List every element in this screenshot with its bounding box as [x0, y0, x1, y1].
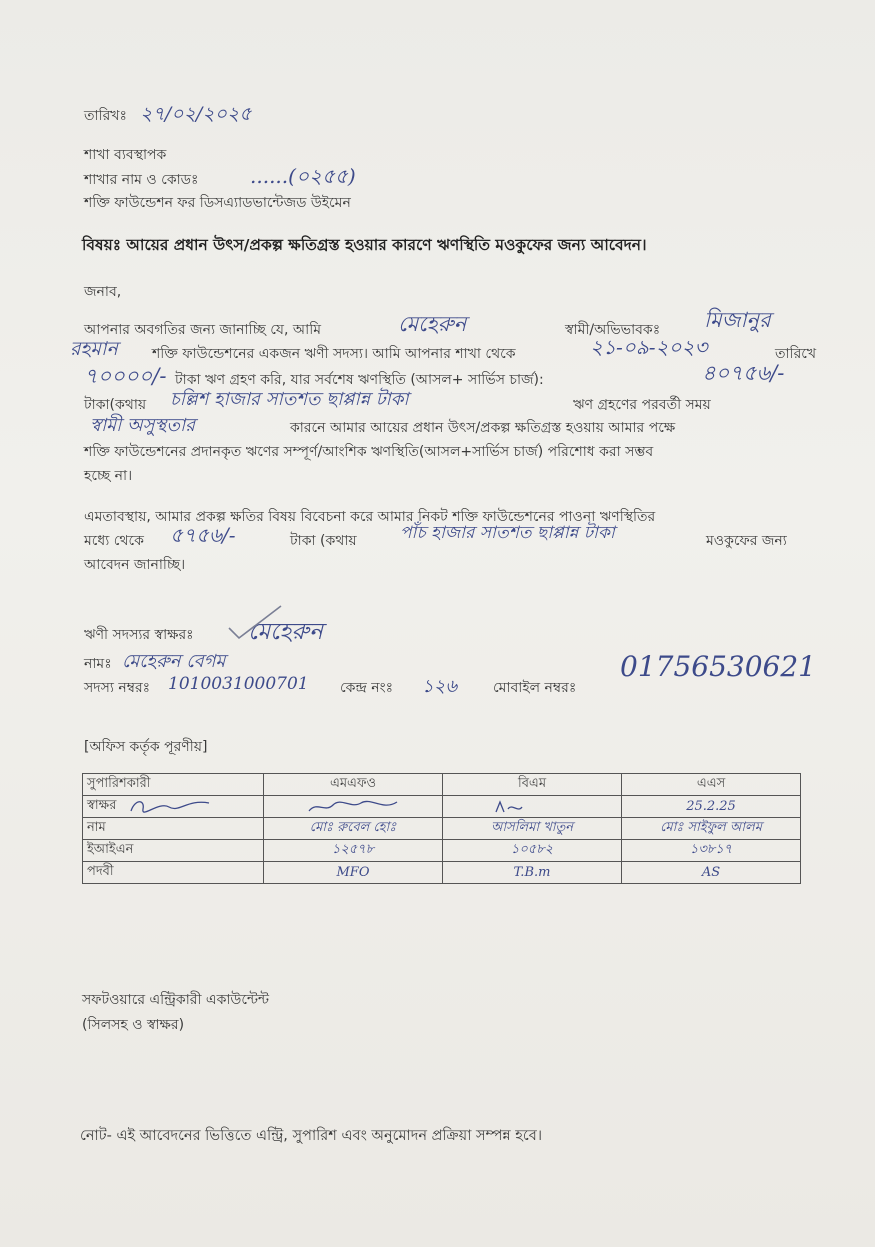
- member-number-label: সদস্য নম্বরঃ: [84, 680, 151, 696]
- as-signature-date: 25.2.25: [686, 799, 736, 814]
- para1-line2a: শক্তি ফাউন্ডেশনের একজন ঋণী সদস্য। আমি আপনার শাখা থেকে: [152, 346, 516, 362]
- branch-value: ......(০২৫৫): [250, 164, 356, 188]
- member-number: 1010031000701: [168, 674, 309, 694]
- recipient-title: শাখা ব্যবস্থাপক: [84, 147, 167, 163]
- applicant-name: মেহেরুন: [398, 312, 467, 336]
- member-signature-label: ঋণী সদস্যর স্বাক্ষরঃ: [84, 627, 194, 643]
- branch-label: শাখার নাম ও কোডঃ: [84, 172, 199, 188]
- col-bm: বিএম: [443, 774, 622, 796]
- row-label-designation: পদবী: [83, 862, 264, 884]
- office-heading: [অফিস কর্তৃক পূরণীয়]: [84, 739, 208, 755]
- para1-line1a: আপনার অবগতির জন্য জানাচ্ছি যে, আমি: [84, 322, 322, 338]
- accountant-seal-note: (সিলসহ ও স্বাক্ষর): [82, 1017, 185, 1033]
- loan-amount: ৭০০০০/-: [84, 364, 167, 388]
- as-designation: AS: [701, 865, 721, 880]
- table-row: [83, 862, 801, 884]
- bm-designation: T.B.m: [513, 865, 551, 880]
- mfo-ein: ১২৫৭৮: [331, 842, 375, 857]
- para2-line2b: টাকা (কথায়: [290, 533, 357, 549]
- date-label: তারিখঃ: [84, 108, 127, 124]
- member-signature: মেহেরুন: [248, 619, 323, 645]
- para1-line5: কারনে আমার আয়ের প্রধান উৎস/প্রকল্প ক্ষতিগ্রস্ত হওয়ায় আমার পক্ষে: [290, 420, 676, 436]
- mfo-signature: [264, 796, 443, 818]
- para1-line4a: টাকা(কথায়: [84, 397, 147, 413]
- recommender-signature: [125, 795, 215, 817]
- center-number: ১২৬: [422, 676, 458, 697]
- bm-signature: [443, 796, 622, 818]
- loan-date: ২১-০৯-২০২৩: [590, 335, 708, 359]
- organization-name: শক্তি ফাউন্ডেশন ফর ডিসএ্যাডভান্টেজড উইমেন: [84, 195, 351, 211]
- col-mfo: এমএফও: [264, 774, 443, 796]
- waiver-words: পাঁচ হাজার সাতশত ছাপ্পান্ন টাকা: [400, 523, 615, 543]
- para1-line7: হচ্ছে না।: [84, 468, 133, 484]
- salutation: জনাব,: [84, 284, 122, 300]
- para1-guardian-label: স্বামী/অভিভাবকঃ: [565, 322, 661, 338]
- accountant-title: সফটওয়ারে এন্ট্রিকারী একাউন্টেন্ট: [82, 992, 269, 1008]
- row-label-signature: স্বাক্ষর: [83, 796, 264, 818]
- as-ein: ১৩৮১৭: [689, 842, 733, 857]
- date-value: ২৭/০২/২০২৫: [140, 103, 252, 125]
- row-label-name: নাম: [83, 818, 264, 840]
- reason: স্বামী অসুস্থতার: [90, 415, 196, 436]
- member-name: মেহেরুন বেগম: [122, 651, 226, 672]
- para2-line1: এমতাবস্থায়, আমার প্রকল্প ক্ষতির বিষয় বিবেচনা করে আমার নিকট শক্তি ফাউন্ডেশনের পাওনা ঋণস্থিতির: [84, 509, 656, 525]
- bm-signature-scribble: [482, 799, 582, 815]
- para1-date-suffix: তারিখে: [775, 346, 817, 362]
- para2-line2c: মওকুফের জন্য: [706, 533, 787, 549]
- outstanding-amount: ৪০৭৫৬/-: [702, 361, 785, 385]
- table-row: [83, 818, 801, 840]
- table-header-row: [83, 774, 801, 796]
- mobile-label: মোবাইল নম্বরঃ: [493, 680, 577, 696]
- mobile-number: 01756530621: [620, 650, 816, 683]
- waiver-amount: ৫৭৫৬/-: [170, 523, 236, 547]
- guardian-name-2: রহমান: [70, 338, 118, 360]
- row-label-ein: ইআইএন: [83, 840, 264, 862]
- col-as: এএস: [622, 774, 801, 796]
- signature-check-mark: [225, 602, 285, 642]
- member-name-label: নামঃ: [84, 656, 112, 672]
- footer-note: নোট- এই আবেদনের ভিত্তিতে এন্ট্রি, সুপারিশ এবং অনুমোদন প্রক্রিয়া সম্পন্ন হবে।: [80, 1128, 543, 1144]
- para1-line4b: ঋণ গ্রহণের পরবর্তী সময়: [573, 397, 711, 413]
- col-recommender: সুপারিশকারী: [83, 774, 264, 796]
- bm-ein: ১০৫৮২: [510, 842, 554, 857]
- para1-line3a: টাকা ঋণ গ্রহণ করি, যার সর্বশেষ ঋণস্থিতি (আসল+ সার্ভিস চার্জ):: [175, 372, 544, 388]
- para1-line6: শক্তি ফাউন্ডেশনের প্রদানকৃত ঋণের সম্পূর্ণ/আংশিক ঋণস্থিতি(আসল+সার্ভিস চার্জ) পরিশোধ করা সম্ভব: [84, 444, 654, 460]
- para2-line2a: মধ্যে থেকে: [84, 533, 144, 549]
- mfo-name: মোঃ রুবেল হোঃ: [309, 820, 397, 835]
- office-approval-table: [82, 773, 801, 884]
- center-number-label: কেন্দ্র নংঃ: [340, 680, 394, 696]
- mfo-designation: MFO: [336, 865, 370, 880]
- bm-name: আসলিমা খাতুন: [490, 820, 574, 835]
- subject: বিষয়ঃ আয়ের প্রধান উৎস/প্রকল্প ক্ষতিগ্রস্ত হওয়ার কারণে ঋণস্থিতি মওকুফের জন্য আবেদন।: [82, 236, 647, 254]
- table-row: [83, 840, 801, 862]
- mfo-signature-scribble: [303, 799, 403, 815]
- outstanding-words: চল্লিশ হাজার সাতশত ছাপ্পান্ন টাকা: [170, 389, 409, 410]
- as-name: মোঃ সাইফুল আলম: [660, 820, 762, 835]
- guardian-name: মিজানুর: [704, 308, 771, 332]
- para2-line3: আবেদন জানাচ্ছি।: [84, 557, 186, 573]
- as-signature: [622, 796, 801, 818]
